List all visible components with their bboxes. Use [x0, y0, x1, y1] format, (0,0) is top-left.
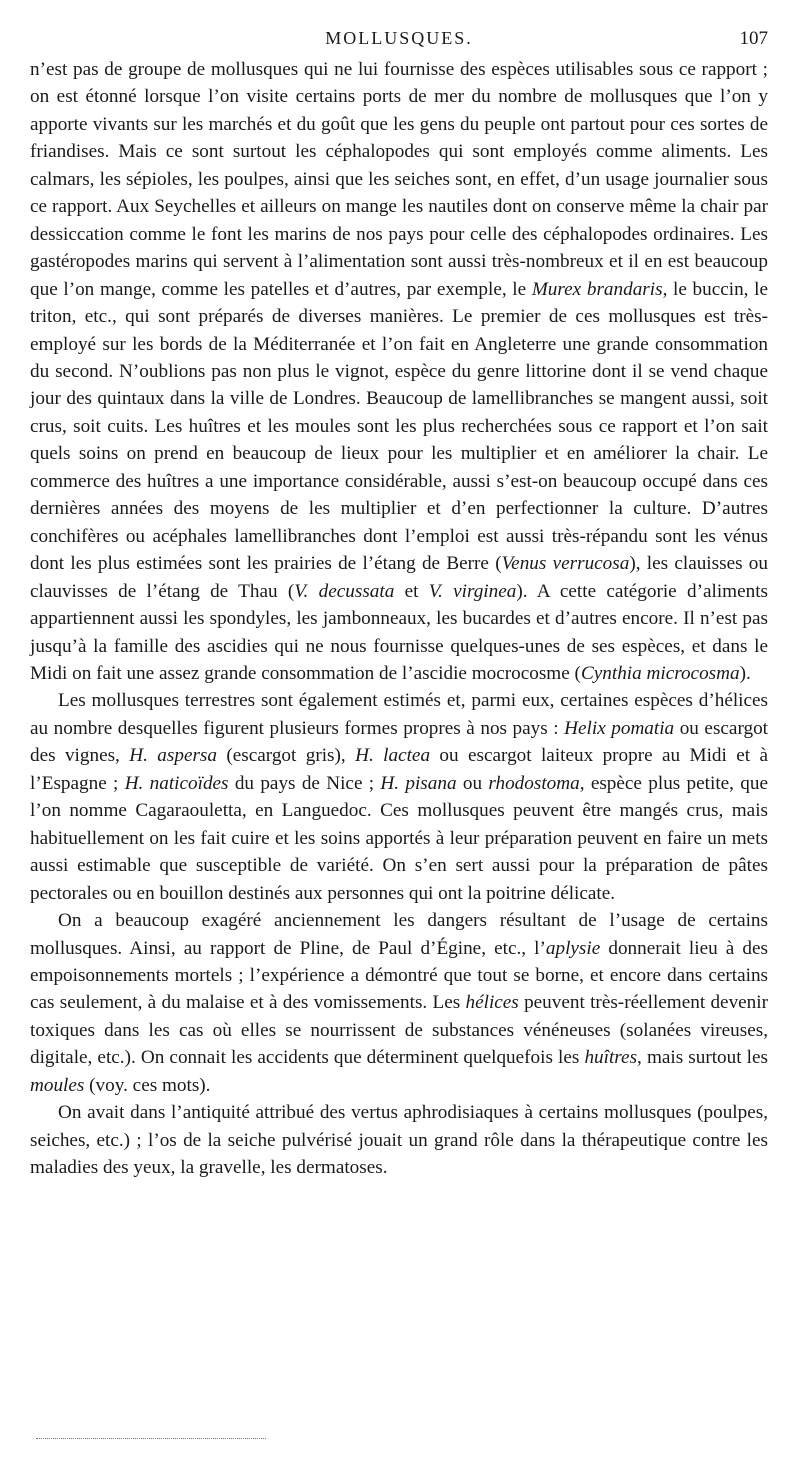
italic-text: H. lactea	[355, 745, 431, 767]
body-text	[30, 56, 768, 1182]
paragraph	[30, 687, 768, 907]
text-run: , mais surtout les	[637, 1047, 768, 1069]
text-run: ). A cette catégorie d’aliments appartiennent aussi les spondyles, les jambonneaux, les bucardes et d’autres encore. Il n’est pas jusqu’à la famille des ascidies qui ne nous fournisse quelques-unes de ses espèces, et dans le Midi on fait une assez grande consommation de l’ascidie mocrocosme (	[30, 580, 768, 684]
text-run: (voy. ces mots).	[84, 1074, 211, 1096]
text-run: ou	[456, 772, 489, 794]
italic-text: Cynthia microcosma	[580, 662, 740, 684]
italic-text: H. aspersa	[129, 745, 217, 767]
text-run: (escargot gris),	[217, 745, 356, 767]
italic-text: rhodostoma	[488, 772, 580, 794]
italic-text: hélices	[465, 992, 519, 1014]
page-number: 107	[739, 28, 768, 49]
italic-text: huîtres	[584, 1047, 638, 1069]
text-run: Les mollusques terrestres sont également estimés et, parmi eux, certaines espèces d’hélices au nombre desquelles figurent plusieurs formes propres à nos pays :	[30, 690, 768, 739]
paragraph	[30, 1099, 768, 1181]
italic-text: H. naticoïdes	[124, 772, 229, 794]
text-run: du pays de Nice ;	[228, 772, 381, 794]
italic-text: V. virginea	[428, 580, 517, 602]
italic-text: Venus verrucosa	[501, 553, 630, 575]
paragraph	[30, 907, 768, 1099]
text-run: peuvent très-réellement devenir toxiques dans les cas où elles se nourrissent de substances vénéneuses (solanées vireuses, digitale, etc.). On connait les accidents que déterminent quelquefois les	[30, 992, 768, 1069]
book-page	[30, 22, 768, 1182]
italic-text: H. pisana	[380, 772, 457, 794]
text-run: , le buccin, le triton, etc., qui sont préparés de diverses manières. Le premier de ces mollusques est très-employé sur les bords de la Méditerranée et l’on fait en Angleterre une grande consommation du second. N’oublions pas non plus le vignot, espèce du genre littorine dont il se vend chaque jour des quintaux dans la ville de Londres. Beaucoup de lamellibranches se mangent aussi, soit crus, soit cuits. Les huîtres et les moules sont les plus recherchées sous ce rapport et l’on sait quels soins on prend en beaucoup de lieux pour les multiplier et en améliorer la chair. Le commerce des huîtres a une importance considérable, aussi s’est-on beaucoup occupé dans ces dernières années des moyens de les multiplier et d’en perfectionner la culture. D’autres conchifères ou acéphales lamellibranches dont l’emploi est aussi très-répandu sont les vénus dont les plus estimées sont les prairies de l’étang de Berre (	[30, 278, 768, 575]
text-run: , espèce plus petite, que l’on nomme Cagaraouletta, en Languedoc. Ces mollusques peuvent être mangés crus, mais habituellement on les fait cuire et les soins apportés à leur préparation peuvent en faire un mets aussi estimable que susceptible de variété. On s’en sert aussi pour la préparation de pâtes pectorales ou en bouillon destinés aux personnes qui ont la poitrine délicate.	[30, 772, 768, 904]
text-run: On a beaucoup exagéré anciennement les dangers résultant de l’usage de certains mollusques. Ainsi, au rapport de Pline, de Paul d’Égine, etc., l’	[30, 910, 768, 959]
running-title: MOLLUSQUES.	[325, 28, 473, 48]
text-run: ).	[739, 662, 751, 684]
italic-text: V. decussata	[294, 580, 395, 602]
text-run: ou escargot laiteux propre au Midi et à l’Espagne ;	[30, 745, 768, 794]
footer-rule	[36, 1438, 266, 1439]
text-run: et	[394, 580, 429, 602]
text-run: ), les clauisses ou clauvisses de l’étang de Thau (	[30, 553, 768, 602]
italic-text: Murex brandaris	[531, 278, 663, 300]
italic-text: moules	[30, 1074, 85, 1096]
italic-text: Helix pomatia	[564, 717, 675, 739]
text-run: ou escargot des vignes,	[30, 717, 769, 767]
page-header	[30, 22, 768, 56]
text-run: On avait dans l’antiquité attribué des vertus aphrodisiaques à certains mollusques (poulpes, seiches, etc.) ; l’os de la seiche pulvérisé jouait un grand rôle dans la thérapeutique contre les maladies des yeux, la gravelle, les dermatoses.	[30, 1102, 768, 1179]
italic-text: aplysie	[545, 937, 601, 959]
paragraph	[30, 56, 768, 687]
text-run: donnerait lieu à des empoisonnements mortels ; l’expérience a démontré que tout se borne, et encore dans certains cas seulement, à du malaise et à des vomissements. Les	[30, 937, 768, 1014]
text-run: n’est pas de groupe de mollusques qui ne lui fournisse des espèces utilisables sous ce rapport ; on est étonné lorsque l’on visite certains ports de mer du nombre de mollusques que l’on y apporte vivants sur les marchés et du goût que les gens du peuple ont partout pour ces sortes de friandises. Mais ce sont surtout les céphalopodes qui sont employés comme aliments. Les calmars, les sépioles, les poulpes, ainsi que les seiches sont, en effet, d’un usage journalier sous ce rapport. Aux Seychelles et ailleurs on mange les nautiles dont on conserve même la chair par dessiccation comme le font les marins de nos pays pour celle des céphalopodes ordinaires. Les gastéropodes marins qui servent à l’alimentation sont aussi très-nombreux et il en est beaucoup que l’on mange, comme les patelles et d’autres, par exemple, le	[30, 59, 768, 300]
